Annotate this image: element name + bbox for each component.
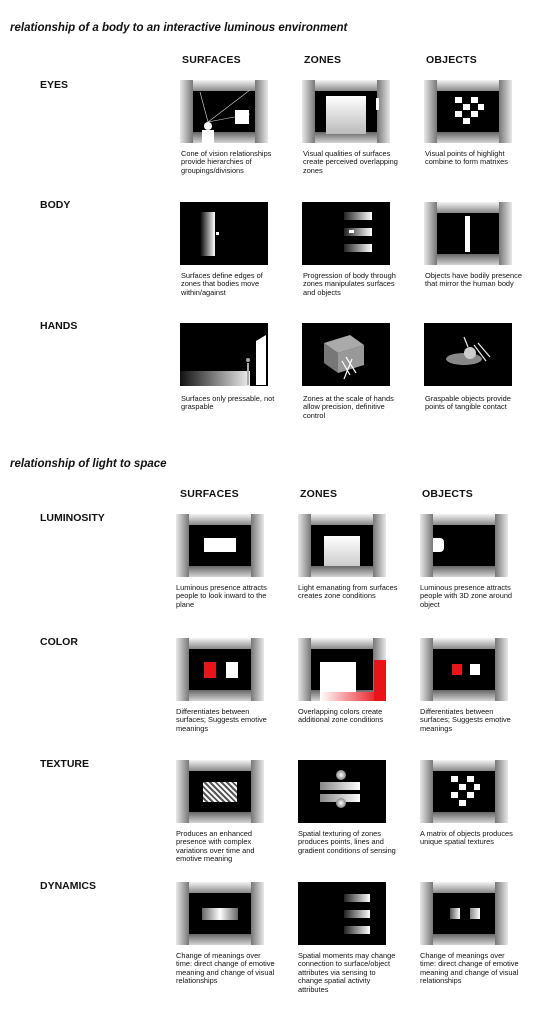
caption: Graspable objects provide points of tangible contact: [425, 394, 511, 412]
eyes-objects-image: [424, 80, 512, 143]
row-label-color: COLOR: [40, 636, 78, 648]
luminosity-objects-image: [420, 514, 508, 577]
cone-of-vision-drawing: [180, 80, 268, 143]
luminosity-zones-image: [298, 514, 386, 577]
caption: Spatial moments may change connection to surface/object attributes via sensing to change spatial activity attributes: [298, 951, 396, 994]
row-label-dynamics: DYNAMICS: [40, 880, 97, 892]
texture-objects-image: [420, 760, 508, 823]
column-header-surfaces: SURFACES: [182, 54, 241, 66]
grasp-object-drawing: [424, 323, 512, 386]
row-label-eyes: EYES: [40, 79, 69, 91]
row-label-luminosity: LUMINOSITY: [40, 512, 105, 524]
caption: Objects have bodily presence that mirror the human body: [425, 271, 522, 289]
column-header-zones: ZONES: [300, 488, 338, 500]
hand-zone-drawing: [302, 323, 390, 386]
color-surfaces-image: [176, 638, 264, 701]
dynamics-surfaces-image: [176, 882, 264, 945]
row-label-body: BODY: [40, 199, 71, 211]
caption: Light emanating from surfaces creates zone conditions: [298, 583, 398, 601]
caption: Overlapping colors create additional zone conditions: [298, 707, 384, 725]
eyes-surfaces-image: [180, 80, 268, 143]
body-surfaces-image: [180, 202, 268, 265]
column-header-surfaces: SURFACES: [180, 488, 239, 500]
column-header-objects: OBJECTS: [422, 488, 473, 500]
caption: Surfaces only pressable, not graspable: [181, 394, 275, 412]
hand-figure-drawing: [180, 323, 268, 386]
luminosity-surfaces-image: [176, 514, 264, 577]
body-zones-image: [302, 202, 390, 265]
eyes-zones-image: [302, 80, 390, 143]
color-zones-image: [298, 638, 386, 701]
caption: Cone of vision relationships provide hierarchies of groupings/divisions: [181, 149, 272, 175]
hands-zones-image: [302, 323, 390, 386]
section-title: relationship of a body to an interactive luminous environment: [10, 22, 348, 34]
caption: Zones at the scale of hands allow precision, definitive control: [303, 394, 394, 420]
caption: Produces an enhanced presence with complex variations over time and emotive meaning: [176, 829, 255, 864]
caption: Luminous presence attracts people to look inward to the plane: [176, 583, 267, 609]
column-header-objects: OBJECTS: [426, 54, 477, 66]
color-objects-image: [420, 638, 508, 701]
caption: Progression of body through zones manipulates surfaces and objects: [303, 271, 396, 297]
caption: Visual points of highlight combine to form matrixes: [425, 149, 508, 167]
caption: Luminous presence attracts people with 3D zone around object: [420, 583, 513, 609]
section-title: relationship of light to space: [10, 458, 167, 470]
body-objects-image: [424, 202, 512, 265]
texture-zones-image: [298, 760, 386, 823]
hands-objects-image: [424, 323, 512, 386]
caption: Spatial texturing of zones produces points, lines and gradient conditions of sensing: [298, 829, 396, 855]
caption: Visual qualities of surfaces create perceived overlapping zones: [303, 149, 398, 175]
dynamics-zones-image: [298, 882, 386, 945]
caption: Surfaces define edges of zones that bodies move within/against: [181, 271, 263, 297]
caption: Differentiates between surfaces; Suggests emotive meanings: [420, 707, 511, 733]
hands-surfaces-image: [180, 323, 268, 386]
caption: Change of meanings over time: direct change of emotive meaning and change of visual relationships: [420, 951, 519, 986]
texture-surfaces-image: [176, 760, 264, 823]
caption: A matrix of objects produces unique spatial textures: [420, 829, 513, 847]
row-label-hands: HANDS: [40, 320, 78, 332]
dynamics-objects-image: [420, 882, 508, 945]
column-header-zones: ZONES: [304, 54, 342, 66]
row-label-texture: TEXTURE: [40, 758, 90, 770]
caption: Differentiates between surfaces; Suggests emotive meanings: [176, 707, 267, 733]
caption: Change of meanings over time: direct change of emotive meaning and change of visual relationships: [176, 951, 275, 986]
